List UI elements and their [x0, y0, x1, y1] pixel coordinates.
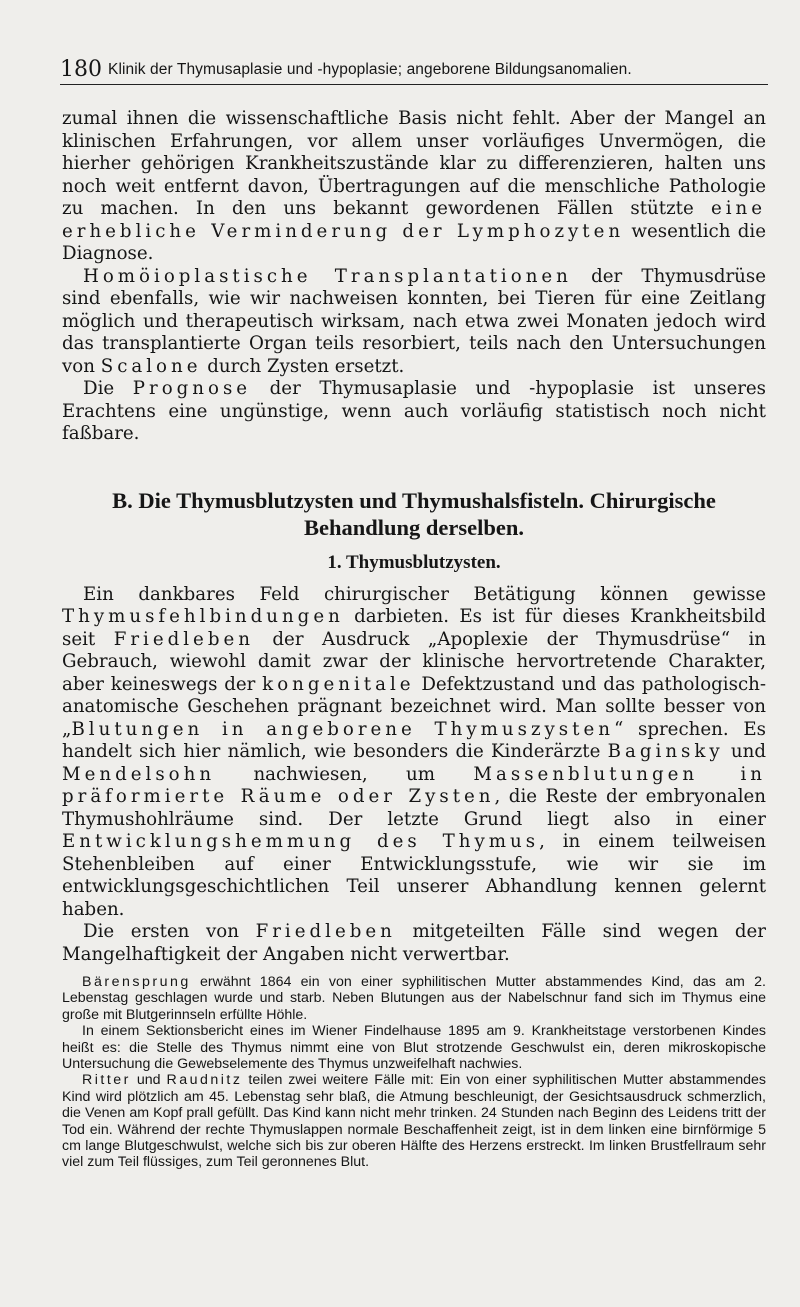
author-name: Ritter — [82, 1072, 131, 1089]
case-vienna-foundling: In einem Sektionsbericht eines im Wiener Findelhause 1895 am 9. Krankheitstage verstorbenen Kindes heißt es: die Stelle des Thymus nimmt eine von Blut strotzende Geschwulst ein, deren mikroskopische Untersuchung die Gewebselemente des Thymus unzweifelhaft nachwies. — [62, 1023, 766, 1073]
section-heading: B. Die Thymusblutzysten und Thymushalsfisteln. Chirurgische Behandlung derselben. — [112, 487, 716, 540]
paragraph-lymphocytes: zumal ihnen die wissenschaftliche Basis nicht fehlt. Aber der Mangel an klinischen Erfahrungen, vor allem unser vorläufiges Unvermögen, die hierher gehörigen Krankheitszustände klar zu differenzieren, halten uns noch weit entfernt davon, Übertragungen auf die menschliche Pathologie zu machen. In den uns bekannt gewordenen Fällen stützte eine erhebliche Verminderung der Lymphozyten wesentlich die Diagnose. — [62, 108, 766, 264]
author-name: Baginsky — [607, 741, 724, 762]
spaced-emphasis: Blutungen in angeborene Thymuszysten — [71, 718, 614, 740]
spaced-emphasis: Prognose — [132, 378, 252, 399]
paragraph-friedleben-cases: Die ersten von Friedleben mitgeteilten Fälle sind wegen der Mangelhaftigkeit der Angaben nicht verwertbar. — [62, 921, 766, 965]
spaced-emphasis: Massenblutungen in präformierte Räume oder Zysten — [62, 763, 766, 807]
paragraph-prognosis: Die Prognose der Thymusaplasie und -hypoplasie ist unseres Erachtens eine ungünstige, wenn auch vorläufig statistisch noch nicht faßbare. — [62, 378, 766, 444]
author-name: Scalone — [100, 355, 202, 377]
author-name: Friedleben — [255, 921, 396, 942]
running-title: Klinik der Thymusaplasie und -hypoplasie; angeborene Bildungsanomalien. — [108, 61, 632, 78]
case-ritter-raudnitz: Ritter und Raudnitz teilen zwei weitere Fälle mit: Ein von einer syphilitischen Mutter abstammendes Kind wird plötzlich am 45. Lebenstag sehr blaß, die Atmung beschleunigt, der Gesichtsausdruck schmerzlich, die Venen am Kopf prall gefüllt. Das Kind kann nicht mehr trinken. 24 Stunden nach Beginn des Leidens tritt der Tod ein. Während der rechte Thymuslappen normale Beschaffenheit zeigt, ist in dem linken eine birnförmige 5 cm lange Blutgeschwulst, welche sich bis zur oberen Hälfte des Herzens erstreckt. Im linken Brustfellraum sehr viel zum Teil flüssiges, zum Teil geronnenes Blut. — [62, 1072, 766, 1171]
paragraph-transplantation: Homöioplastische Transplantationen der Thymusdrüse sind ebenfalls, wie wir nachweisen konnten, bei Tieren für eine Zeitlang möglich und therapeutisch wirksam, nach etwa zwei Monaten jedoch wird das transplantierte Organ teils resorbiert, teils nach den Untersuchungen von Scalone durch Zysten ersetzt. — [62, 265, 766, 377]
spaced-emphasis: kongenitale — [262, 673, 415, 695]
spaced-emphasis: Homöioplastische Transplantationen — [83, 265, 572, 287]
page-body — [62, 108, 766, 1171]
author-name: Friedleben — [113, 628, 254, 650]
author-name: Bärensprung — [82, 974, 191, 990]
page-number: 180 — [60, 57, 102, 82]
running-header — [60, 58, 768, 85]
spaced-emphasis: Entwicklungshemmung des Thymus — [62, 831, 540, 852]
spaced-emphasis: Thymusfehlbindungen — [62, 606, 344, 627]
case-baerensprung: Bärensprung erwähnt 1864 ein von einer syphilitischen Mutter abstammendes Kind, das am 2. Lebenstag geschlagen wurde und starb. Neben Blutungen aus der Nabelschnur fand sich im Thymus eine große mit Blutgerinnseln erfüllte Höhle. — [62, 974, 766, 1023]
paragraph-blood-cysts: Ein dankbares Feld chirurgischer Betätigung können gewisse Thymusfehlbindungen darbieten. Es ist für dieses Krankheitsbild seit Friedleben der Ausdruck „Apoplexie der Thymusdrüse“ in Gebrauch, wiewohl damit zwar der klinische hervortretende Charakter, aber keineswegs der kongenitale Defektzustand und das pathologisch-anatomische Geschehen prägnant bezeichnet wird. Man sollte besser von „Blutungen in angeborene Thymuszysten“ sprechen. Es handelt sich hier nämlich, wie besonders die Kinderärzte Baginsky und Mendelsohn nachwiesen, um Massenblutungen in präformierte Räume oder Zysten, die Reste der embryonalen Thymushohlräume sind. Der letzte Grund liegt also in einer Entwicklungshemmung des Thymus, in einem teilweisen Stehenbleiben auf einer Entwicklungsstufe, wie wir sie im entwicklungsgeschichtlichen Teil unserer Abhandlung kennen gelernt haben. — [62, 583, 767, 920]
author-name: Mendelsohn — [62, 763, 216, 785]
spaced-emphasis: eine erhebliche Verminderung der Lymphozyten — [62, 198, 766, 242]
author-name: Raudnitz — [166, 1072, 243, 1089]
subsection-heading: 1. Thymusblutzysten. — [327, 551, 501, 573]
